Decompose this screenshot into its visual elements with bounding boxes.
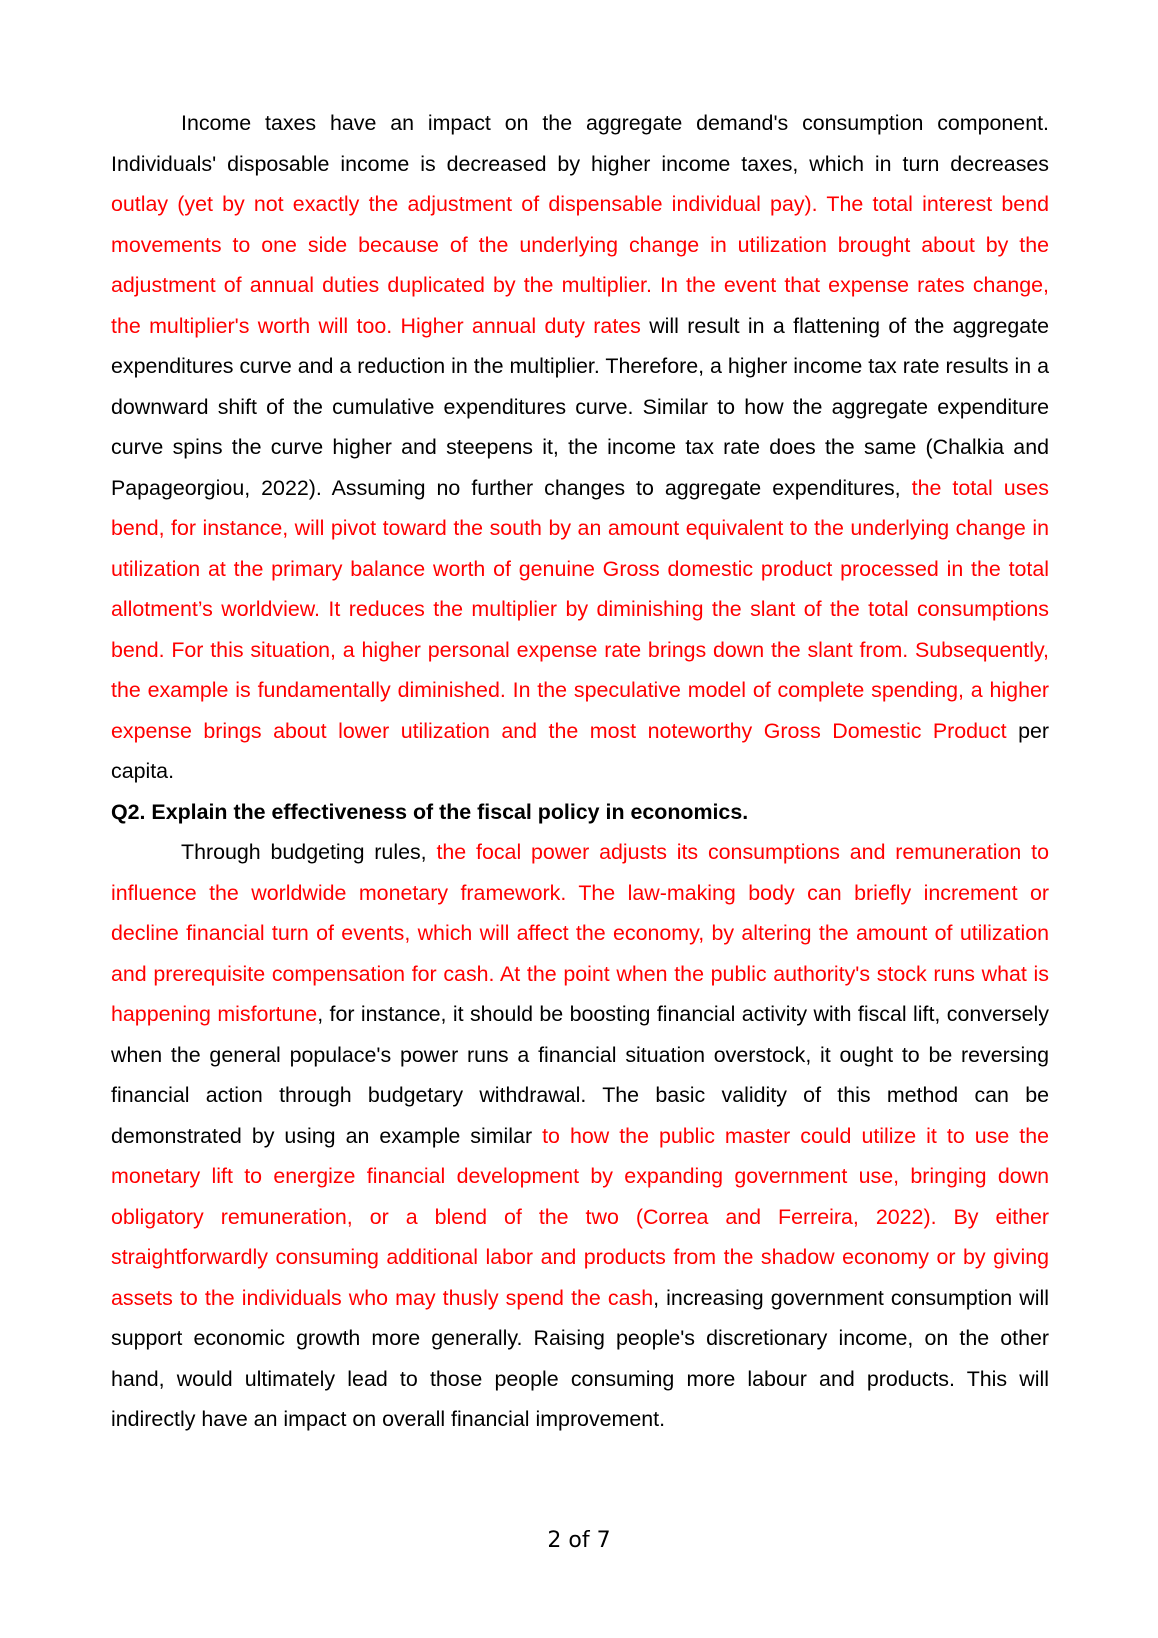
document-body	[111, 103, 1049, 1440]
paragraph-text-black: , increasing government consumption will support economic growth more generally. Raising people's discretionary income, on the other hand, would ultimately lead to those people consuming more labour and products. This will indirectly have an impact on overall financial improvement.	[111, 1285, 1049, 1431]
highlighted-text-red: to how the public master could utilize it to use the monetary lift to energize financial development by expanding government use, bringing down obligatory remuneration, or a blend of the two (Correa and Ferreira, 2022). By either straightforwardly consuming additional labor and products from the shadow economy or by giving assets to the individuals who may thusly spend the cash	[111, 1123, 1050, 1310]
paragraph-text-black: Through budgeting rules,	[181, 840, 437, 864]
question-heading: Q2. Explain the effectiveness of the fiscal policy in economics.	[111, 799, 749, 824]
paragraph-text-black: will result in a flattening of the aggregate expenditures curve and a reduction in the multiplier. Therefore, a higher income tax rate results in a downward shift of the cumulative expenditures curve. Similar to how the aggregate expenditure curve spins the curve higher and steepens it, the income tax rate does the same (Chalkia and Papageorgiou, 2022). Assuming no further changes to aggregate expenditures,	[111, 313, 1049, 500]
paragraph-text-black: Income taxes have an impact on the aggregate demand's consumption component. Individuals' disposable income is decreased by higher income taxes, which in turn decreases	[111, 111, 1049, 176]
highlighted-text-red: the focal power adjusts its consumptions and remuneration to influence the worldwide monetary framework. The law-making body can briefly increment or decline financial turn of events, which will affect the economy, by altering the amount of utilization and prerequisite compensation for cash. At the point when the public authority's stock runs what is happening misfortune	[111, 840, 1049, 1026]
page-number: 2 of 7	[547, 1528, 611, 1553]
paragraph-income-taxes	[111, 103, 1049, 792]
highlighted-text-red: outlay (yet by not exactly the adjustment of dispensable individual pay). The total interest bend movements to one side because of the underlying change in utilization brought about by the adjustment of annual duties duplicated by the multiplier. In the event that expense rates change, the multiplier's worth will too. Higher annual duty rates	[111, 192, 1049, 338]
paragraph-fiscal-policy	[111, 832, 1049, 1440]
highlighted-text-red: the total uses bend, for instance, will pivot toward the south by an amount equivalent to the underlying change in utilization at the primary balance worth of genuine Gross domestic product processed in the total allotment’s worldview. It reduces the multiplier by diminishing the slant of the total consumptions bend. For this situation, a higher personal expense rate brings down the slant from. Subsequently, the example is fundamentally diminished. In the speculative model of complete spending, a higher expense brings about lower utilization and the most noteworthy Gross Domestic Product	[111, 475, 1049, 743]
paragraph-text-black: , for instance, it should be boosting financial activity with fiscal lift, conversely when the general populace's power runs a financial situation overstock, it ought to be reversing financial action through budgetary withdrawal. The basic validity of this method can be demonstrated by using an example similar	[111, 1002, 1050, 1148]
paragraph-text-black: per capita.	[111, 718, 1050, 783]
